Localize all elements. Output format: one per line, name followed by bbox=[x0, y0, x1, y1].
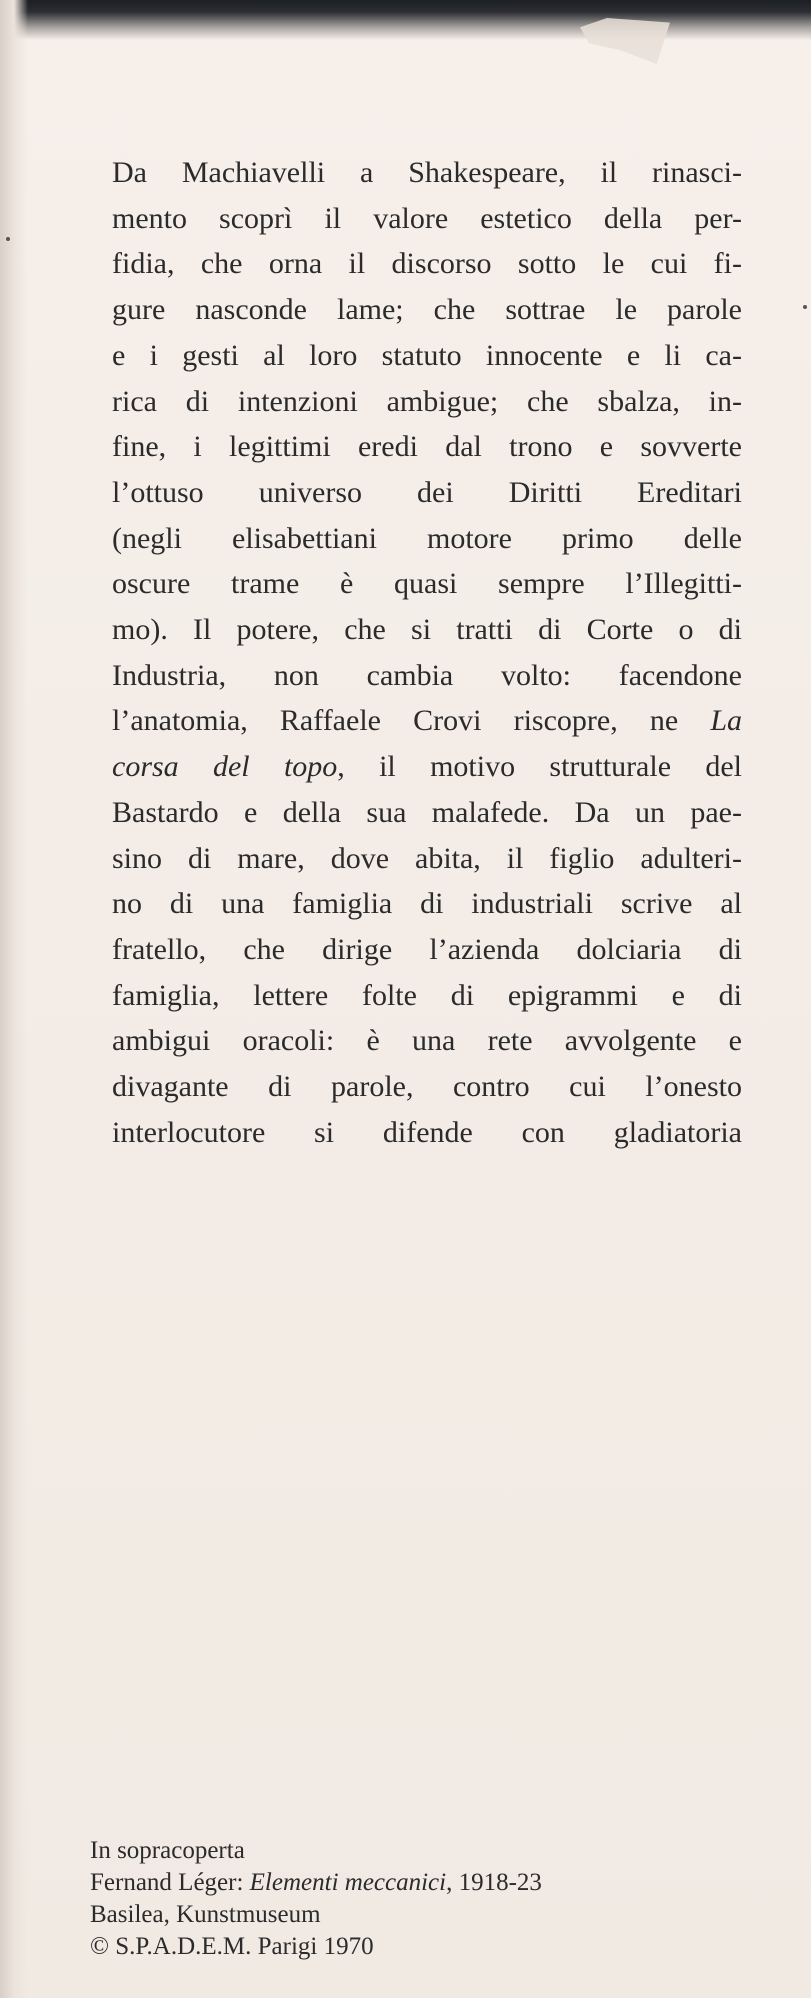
blurb-line: mento scoprì il valore estetico della per- bbox=[112, 201, 742, 235]
blurb-line: mo). Il potere, che si tratti di Corte o di bbox=[112, 613, 742, 647]
blurb-line: Industria, non cambia volto: facendone bbox=[112, 658, 742, 692]
blurb-line: gure nasconde lame; che sottrae le parole bbox=[112, 293, 742, 327]
blurb-line: corsa del topo, il motivo strutturale del bbox=[112, 750, 742, 784]
blurb-line: famiglia, lettere folte di epigrammi e di bbox=[112, 978, 742, 1012]
credits-heading: In sopracoperta bbox=[90, 1837, 245, 1864]
credits-location: Basilea, Kunstmuseum bbox=[90, 1901, 321, 1928]
paper-tear bbox=[580, 18, 670, 64]
blurb-line: rica di intenzioni ambigue; che sbalza, in- bbox=[112, 384, 742, 418]
book-title-fragment: La bbox=[710, 704, 742, 738]
blurb-line: oscure trame è quasi sempre l’Illegitti- bbox=[112, 567, 742, 601]
blurb-line: fratello, che dirige l’azienda dolciaria di bbox=[112, 932, 742, 966]
blurb-line: fine, i legittimi eredi dal trono e sovverte bbox=[112, 430, 742, 464]
jacket-top-edge bbox=[0, 0, 811, 40]
blurb-line: ambigui oracoli: è una rete avvolgente e bbox=[112, 1024, 742, 1058]
book-title-fragment: corsa del topo bbox=[112, 750, 338, 784]
blurb-line: no di una famiglia di industriali scrive al bbox=[112, 887, 742, 921]
credits-artwork: Fernand Léger: Elementi meccanici, 1918-23 bbox=[90, 1869, 542, 1896]
blurb-line: Bastardo e della sua malafede. Da un pae- bbox=[112, 795, 742, 829]
blurb-line: sino di mare, dove abita, il figlio adulteri- bbox=[112, 841, 742, 875]
artwork-title: Elementi meccanici bbox=[249, 1869, 447, 1896]
blurb-line: divagante di parole, contro cui l’onesto bbox=[112, 1070, 742, 1104]
blurb-line: interlocutore si difende con gladiatoria bbox=[112, 1115, 742, 1149]
blurb-line: Da Machiavelli a Shakespeare, il rinasci- bbox=[112, 156, 742, 189]
blurb-line: l’ottuso universo dei Diritti Ereditari bbox=[112, 475, 742, 509]
credits-copyright: © S.P.A.D.E.M. Parigi 1970 bbox=[90, 1933, 374, 1960]
jacket-fold-edge bbox=[0, 0, 28, 1998]
blurb-line: e i gesti al loro statuto innocente e li ca- bbox=[112, 338, 742, 372]
blurb-line: (negli elisabettiani motore primo delle bbox=[112, 521, 742, 555]
cover-credits bbox=[90, 1835, 542, 1963]
blurb-line: l’anatomia, Raffaele Crovi riscopre, ne La bbox=[112, 704, 742, 738]
paper-speck bbox=[6, 237, 10, 241]
blurb-line: fidia, che orna il discorso sotto le cui fi- bbox=[112, 247, 742, 281]
paper-speck bbox=[803, 305, 807, 309]
blurb-text bbox=[112, 150, 742, 1155]
